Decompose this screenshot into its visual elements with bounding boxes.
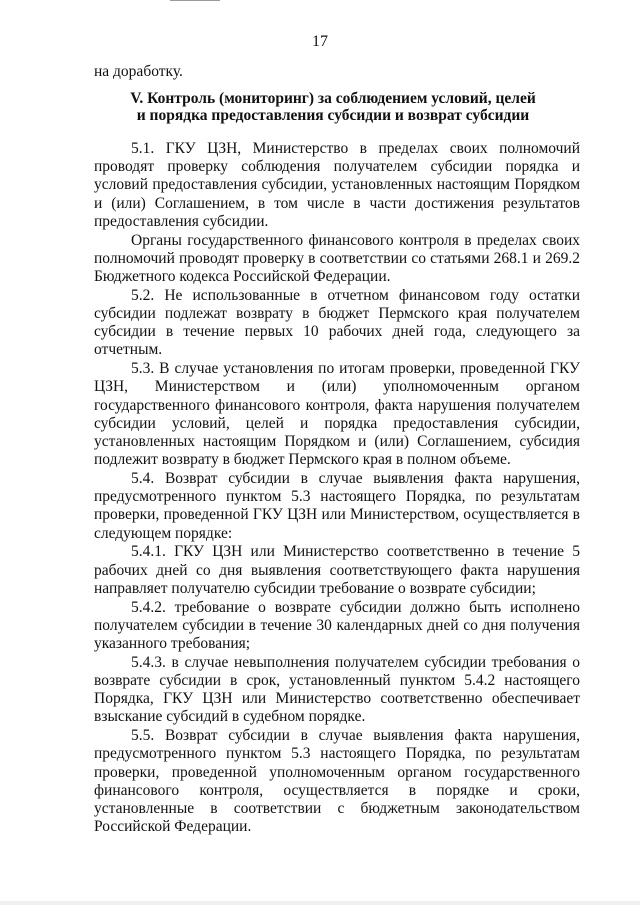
scan-edge-bottom — [0, 901, 640, 905]
paragraph-5-4-3: 5.4.3. в случае невыполнения получателем субсидии требования о возврате субсидии в срок, установленный пунктом 5.4.2 настоящего Порядка, ГКУ ЦЗН или Министерство соответственно обеспечивает взыскание субсидий в судебном порядке. — [94, 653, 580, 726]
page-number: 17 — [312, 33, 328, 50]
paragraph-financial-control: Органы государственного финансового контроля в пределах своих полномочий проводят проверку в соответствии со статьями 268.1 и 269.2 Бюджетного кодекса Российской Федерации. — [94, 231, 580, 286]
carry-over-text: на доработку. — [94, 63, 183, 80]
section-title — [94, 90, 572, 124]
section-title-line-2: и порядка предоставления субсидии и возврат субсидии — [136, 107, 530, 124]
paragraph-5-1: 5.1. ГКУ ЦЗН, Министерство в пределах своих полномочий проводят проверку соблюдения получателем субсидии порядка и условий предоставления субсидии, установленных настоящим Порядком и (или) Соглашением, в том числе в части достижения результатов предоставления субсидии. — [94, 140, 580, 230]
section-title-line-1: V. Контроль (мониторинг) за соблюдением условий, целей — [130, 90, 536, 107]
paragraph-5-5: 5.5. Возврат субсидии в случае выявления факта нарушения, предусмотренного пунктом 5.3 настоящего Порядка, по результатам проверки, проведенной уполномоченным органом государственного финансового контроля, осуществляется в порядке и сроки, установленные в соответствии с бюджетным законодательством Российской Федерации. — [94, 727, 580, 836]
paragraph-5-4-1: 5.4.1. ГКУ ЦЗН или Министерство соответственно в течение 5 рабочих дней со дня выявления соответствующего факта нарушения направляет получателю субсидии требование о возврате субсидии; — [94, 543, 580, 597]
scan-edge-mark — [170, 0, 220, 1]
body-text — [94, 140, 580, 837]
paragraph-5-3: 5.3. В случае установления по итогам проверки, проведенной ГКУ ЦЗН, Министерством и (или) уполномоченным органом государственного финансового контроля, факта нарушения получателем субсидии условий, целей и порядка предоставления субсидии, установленных настоящим Порядком и (или) Соглашением, субсидия подлежит возврату в бюджет Пермского края в полном объеме. — [94, 360, 580, 469]
paragraph-5-2: 5.2. Не использованные в отчетном финансовом году остатки субсидии подлежат возврату в бюджет Пермского края получателем субсидии в течение первых 10 рабочих дней года, следующего за отчетным. — [94, 286, 580, 359]
paragraph-5-4-2: 5.4.2. требование о возврате субсидии должно быть исполнено получателем субсидии в течение 30 календарных дней со дня получения указанного требования; — [94, 598, 580, 653]
paragraph-5-4: 5.4. Возврат субсидии в случае выявления факта нарушения, предусмотренного пунктом 5.3 настоящего Порядка, по результатам проверки, проведенной ГКУ ЦЗН или Министерством, осуществляется в следующем порядке: — [94, 470, 580, 542]
